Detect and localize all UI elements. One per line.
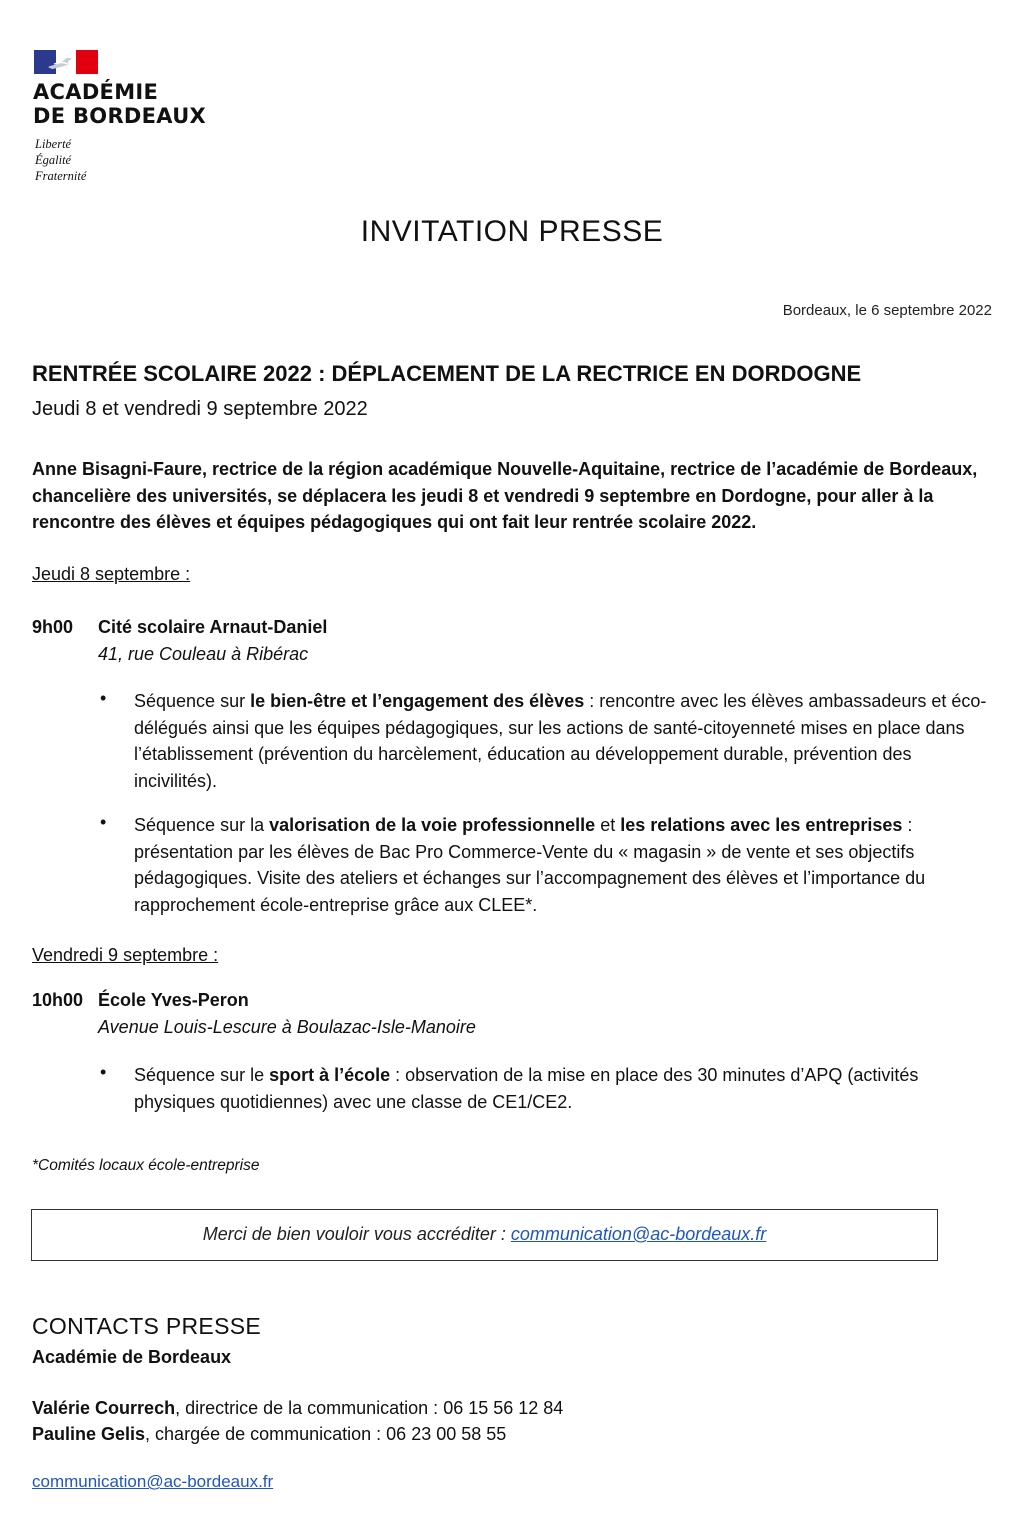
bullet-text-bold: le bien-être et l’engagement des élèves bbox=[250, 691, 585, 711]
subline: Jeudi 8 et vendredi 9 septembre 2022 bbox=[32, 398, 368, 420]
contact-line-1 bbox=[32, 1398, 563, 1419]
bullet-text-post: : présentation par les élèves de Bac Pro Commerce-Vente du « magasin » de vente et ses objectifs pédagogiques. Visite des ateliers et échanges sur l’accompagnement des élèves et l’importance du rapprochement école-entreprise grâce aux CLEE*. bbox=[134, 815, 926, 915]
bullet-text-mid: et bbox=[595, 815, 621, 835]
contact-line-2 bbox=[32, 1424, 506, 1445]
accreditation-email-link[interactable]: communication@ac-bordeaux.fr bbox=[510, 1224, 767, 1244]
bullet-text-pre: Séquence sur bbox=[134, 691, 251, 711]
day2-bullet-1 bbox=[134, 1062, 994, 1115]
day1-time: 9h00 bbox=[32, 617, 74, 637]
document-title: INVITATION PRESSE bbox=[360, 215, 664, 248]
bullet-marker: • bbox=[100, 812, 107, 832]
bullet-text-pre: Séquence sur la bbox=[134, 815, 270, 835]
logo-motto bbox=[35, 136, 86, 184]
day1-bullet-1 bbox=[134, 688, 994, 794]
contacts-org: Académie de Bordeaux bbox=[32, 1347, 232, 1367]
bullet-marker: • bbox=[100, 1062, 107, 1082]
bullet-text-pre: Séquence sur le bbox=[134, 1065, 270, 1085]
bullet-text-post: : rencontre avec les élèves ambassadeurs et éco-délégués ainsi que les équipes pédagogiques, sur les actions de santé-citoyenneté mises en place dans l’établissement (prévention du harcèlement, éducation au développement durable, prévention des incivilités). bbox=[134, 691, 987, 791]
day1-venue: Cité scolaire Arnaut-Daniel bbox=[98, 617, 328, 637]
intro-paragraph: Anne Bisagni-Faure, rectrice de la région académique Nouvelle-Aquitaine, rectrice de l’académie de Bordeaux, chancelière des universités, se déplacera les jeudi 8 et vendredi 9 septembre en Dordogne, pour aller à la rencontre des élèves et équipes pédagogiques qui ont fait leur rentrée scolaire 2022. bbox=[32, 459, 978, 532]
day1-heading: Jeudi 8 septembre : bbox=[32, 564, 191, 584]
contact-name: Pauline Gelis bbox=[32, 1424, 146, 1444]
motto-fraternite: Fraternité bbox=[35, 169, 87, 183]
bullet-marker: • bbox=[100, 688, 107, 708]
footnote: *Comités locaux école-entreprise bbox=[32, 1157, 260, 1174]
day2-venue: École Yves-Peron bbox=[98, 990, 249, 1010]
day1-bullet-2 bbox=[134, 812, 994, 918]
date-line: Bordeaux, le 6 septembre 2022 bbox=[782, 302, 992, 319]
contact-name: Valérie Courrech bbox=[32, 1398, 176, 1418]
day1-address: 41, rue Couleau à Ribérac bbox=[98, 644, 309, 664]
logo-name-line2: DE BORDEAUX bbox=[33, 104, 207, 128]
motto-egalite: Égalité bbox=[35, 153, 72, 167]
accreditation-text bbox=[32, 1224, 937, 1245]
accreditation-label: Merci de bien vouloir vous accréditer : bbox=[202, 1224, 511, 1244]
republique-francaise-flag-logo bbox=[34, 50, 98, 74]
logo-academie-name bbox=[33, 80, 206, 128]
day2-address: Avenue Louis-Lescure à Boulazac-Isle-Manoire bbox=[98, 1017, 476, 1037]
bullet-text-bold: valorisation de la voie professionnelle bbox=[269, 815, 596, 835]
day2-heading: Vendredi 9 septembre : bbox=[32, 945, 219, 965]
contacts-heading: CONTACTS PRESSE bbox=[32, 1313, 261, 1339]
bullet-text-bold-2: les relations avec les entreprises bbox=[620, 815, 903, 835]
headline: RENTRÉE SCOLAIRE 2022 : DÉPLACEMENT DE LA RECTRICE EN DORDOGNE bbox=[32, 361, 862, 386]
contact-role: , chargée de communication : 06 23 00 58 55 bbox=[145, 1424, 507, 1444]
bullet-text-bold: sport à l’école bbox=[269, 1065, 391, 1085]
footer-email-link[interactable]: communication@ac-bordeaux.fr bbox=[32, 1472, 274, 1491]
bullet-text-post: : observation de la mise en place des 30 minutes d’APQ (activités physiques quotidiennes) avec une classe de CE1/CE2. bbox=[134, 1065, 919, 1112]
accreditation-box bbox=[31, 1209, 938, 1261]
day2-time: 10h00 bbox=[32, 990, 84, 1010]
contact-role: , directrice de la communication : 06 15 56 12 84 bbox=[175, 1398, 564, 1418]
motto-liberte: Liberté bbox=[35, 137, 72, 151]
logo-name-line1: ACADÉMIE bbox=[33, 80, 159, 104]
